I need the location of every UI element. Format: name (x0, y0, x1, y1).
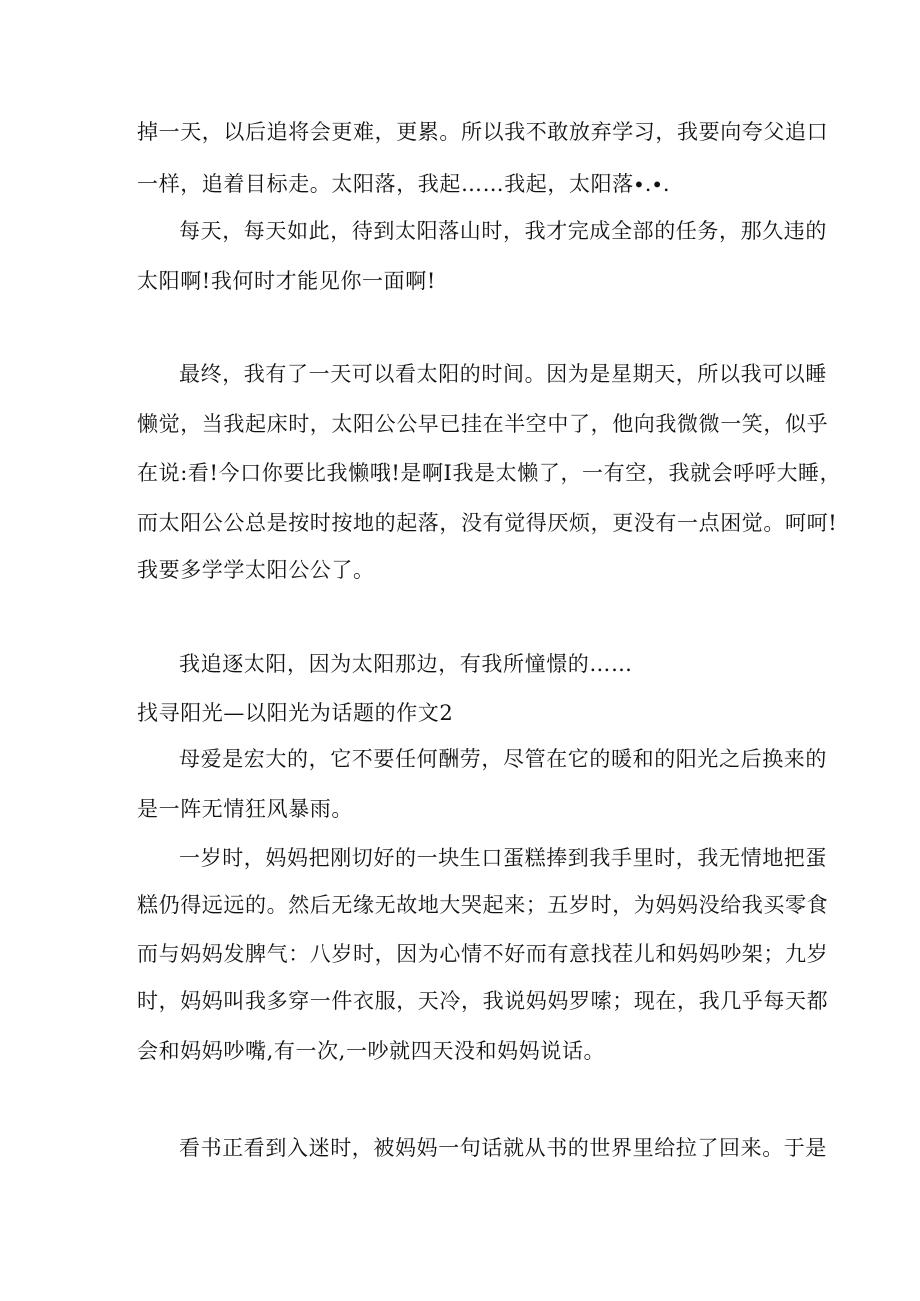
paragraph-start-line: 最终，我有了一天可以看太阳的时间。因为是星期天，所以我可以睡 (179, 362, 827, 386)
text-line: 而太阳公公总是按时按地的起落，没有觉得厌烦，更没有一点困觉。呵呵! (137, 511, 838, 535)
text-line: 掉一天，以后追将会更难，更累。所以我不敢放弃学习，我要向夸父追口 (137, 120, 829, 144)
paragraph-start-line: 我追逐太阳，因为太阳那边，有我所憧憬的…… (179, 652, 633, 676)
text-line: 而与妈妈发脾气：八岁时，因为心情不好而有意找茬儿和妈妈吵架；九岁 (137, 942, 829, 966)
paragraph-start-line: 看书正看到入迷时，被妈妈一句话就从书的世界里给拉了回来。于是 (179, 1136, 827, 1160)
text-line: 会和妈妈吵嘴,有一次,一吵就四天没和妈妈说话。 (137, 1039, 606, 1063)
paragraph-start-line: 每天，每天如此，待到太阳落山时，我才完成全部的任务，那久违的 (179, 219, 827, 243)
text-line: 太阳啊!我何时才能见你一面啊! (137, 269, 436, 293)
text-line: 糕仍得远远的。然后无缘无故地大哭起来；五岁时，为妈妈没给我买零食 (137, 893, 829, 917)
text-line: 是一阵无情狂风暴雨。 (137, 797, 353, 821)
paragraph-start-line: 母爱是宏大的，它不要任何酬劳，尽管在它的暖和的阳光之后换来的 (179, 747, 827, 771)
text-line: 一样，追着目标走。太阳落，我起……我起，太阳落∙.∙. (137, 172, 671, 196)
text-line: 时，妈妈叫我多穿一件衣服，天冷，我说妈妈罗嗦；现在，我几乎每天都 (137, 989, 829, 1013)
paragraph-start-line: 一岁时，妈妈把刚切好的一块生口蛋糕捧到我手里时，我无情地把蛋 (179, 846, 827, 870)
text-line: 在说:看!今口你要比我懒哦!是啊I我是太懒了，一有空，我就会呼呼大睡， (137, 461, 842, 485)
text-line: 我要多学学太阳公公了。 (137, 558, 375, 582)
section-title: 找寻阳光—以阳光为话题的作文2 (137, 701, 454, 725)
text-line: 懒觉，当我起床时，太阳公公早已挂在半空中了，他向我微微一笑，似乎 (137, 412, 829, 436)
